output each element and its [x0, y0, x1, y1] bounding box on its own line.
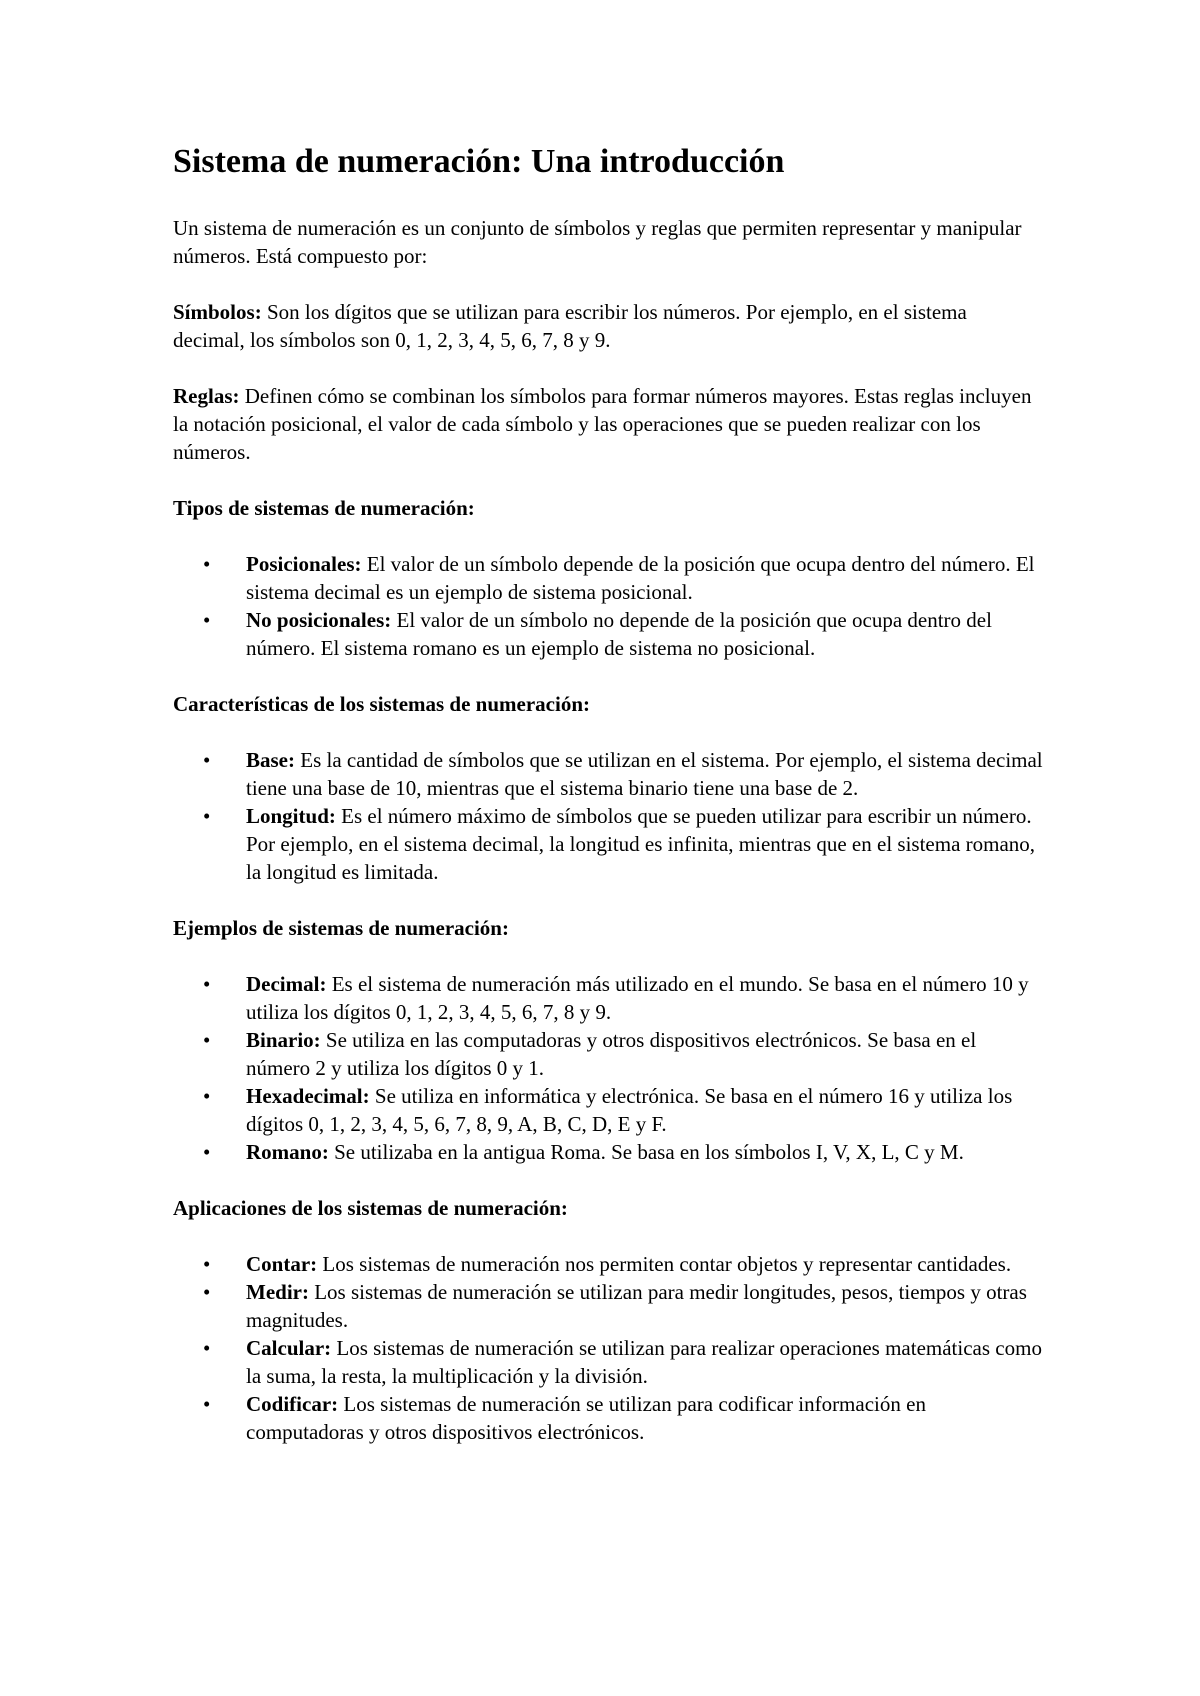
section-heading-tipos: Tipos de sistemas de numeración:: [173, 496, 475, 520]
definition-reglas: [173, 382, 1043, 466]
list-item-term: Calcular:: [246, 1336, 332, 1360]
list-item-text: Se utilizaba en la antigua Roma. Se basa en los símbolos I, V, X, L, C y M.: [328, 1140, 964, 1164]
list-item-text: El valor de un símbolo no depende de la posición que ocupa dentro del número. El sistema romano es un ejemplo de sistema no posicional.: [246, 608, 992, 660]
list-item-term: Base:: [246, 748, 295, 772]
list-item: [173, 606, 1043, 662]
list-item-term: Decimal:: [246, 972, 327, 996]
bullet-icon: •: [203, 748, 211, 772]
list-item: [173, 1390, 1043, 1446]
list-item-text: Los sistemas de numeración se utilizan para realizar operaciones matemáticas como la suma, la resta, la multiplicación y la división.: [246, 1336, 1042, 1388]
list-item-text: Los sistemas de numeración nos permiten contar objetos y representar cantidades.: [317, 1252, 1012, 1276]
bullet-icon: •: [203, 1392, 211, 1416]
bullet-icon: •: [203, 1140, 211, 1164]
list-item-text: El valor de un símbolo depende de la posición que ocupa dentro del número. El sistema decimal es un ejemplo de sistema posicional.: [246, 552, 1035, 604]
list-item-text: Es el sistema de numeración más utilizado en el mundo. Se basa en el número 10 y utiliza los dígitos 0, 1, 2, 3, 4, 5, 6, 7, 8 y 9.: [246, 972, 1029, 1024]
list-item: [173, 1138, 1043, 1166]
list-item-text: Se utiliza en las computadoras y otros dispositivos electrónicos. Se basa en el número 2 y utiliza los dígitos 0 y 1.: [246, 1028, 977, 1080]
bullet-icon: •: [203, 1252, 211, 1276]
list-item: [173, 802, 1043, 886]
list-item-text: Es la cantidad de símbolos que se utilizan en el sistema. Por ejemplo, el sistema decimal tiene una base de 10, mientras que el sistema binario tiene una base de 2.: [246, 748, 1043, 800]
list-item-text: Los sistemas de numeración se utilizan para medir longitudes, pesos, tiempos y otras magnitudes.: [246, 1280, 1027, 1332]
list-tipos: [173, 550, 1043, 662]
list-item: [173, 746, 1043, 802]
intro-paragraph: Un sistema de numeración es un conjunto de símbolos y reglas que permiten representar y manipular números. Está compuesto por:: [173, 216, 1022, 268]
bullet-icon: •: [203, 1280, 211, 1304]
section-heading-aplicaciones: Aplicaciones de los sistemas de numeración:: [173, 1196, 568, 1220]
list-item-term: Hexadecimal:: [246, 1084, 370, 1108]
bullet-icon: •: [203, 1336, 211, 1360]
list-item: [173, 1026, 1043, 1082]
list-caracteristicas: [173, 746, 1043, 886]
definition-term: Reglas:: [173, 384, 240, 408]
list-item: [173, 970, 1043, 1026]
definition-term: Símbolos:: [173, 300, 262, 324]
definition-simbolos: [173, 298, 1043, 354]
list-item: [173, 1250, 1043, 1278]
bullet-icon: •: [203, 1084, 211, 1108]
list-item-term: Posicionales:: [246, 552, 362, 576]
list-item-text: Los sistemas de numeración se utilizan para codificar información en computadoras y otros dispositivos electrónicos.: [246, 1392, 926, 1444]
page-title: Sistema de numeración: Una introducción: [173, 143, 785, 180]
list-item-text: Es el número máximo de símbolos que se pueden utilizar para escribir un número. Por ejemplo, en el sistema decimal, la longitud es infinita, mientras que en el sistema romano, la longitud es limitada.: [246, 804, 1036, 884]
bullet-icon: •: [203, 804, 211, 828]
list-ejemplos: [173, 970, 1043, 1166]
list-item-term: Binario:: [246, 1028, 321, 1052]
definition-text: Son los dígitos que se utilizan para escribir los números. Por ejemplo, en el sistema decimal, los símbolos son 0, 1, 2, 3, 4, 5, 6, 7, 8 y 9.: [173, 300, 967, 352]
list-item: [173, 1278, 1043, 1334]
list-item-text: Se utiliza en informática y electrónica. Se basa en el número 16 y utiliza los dígitos 0, 1, 2, 3, 4, 5, 6, 7, 8, 9, A, B, C, D, E y F.: [246, 1084, 1013, 1136]
definition-text: Definen cómo se combinan los símbolos para formar números mayores. Estas reglas incluyen la notación posicional, el valor de cada símbolo y las operaciones que se pueden realizar con los números.: [173, 384, 1032, 464]
bullet-icon: •: [203, 972, 211, 996]
section-heading-caracteristicas: Características de los sistemas de numeración:: [173, 692, 591, 716]
bullet-icon: •: [203, 1028, 211, 1052]
list-item-term: Longitud:: [246, 804, 336, 828]
list-item: [173, 1082, 1043, 1138]
list-item: [173, 1334, 1043, 1390]
list-item: [173, 550, 1043, 606]
section-heading-ejemplos: Ejemplos de sistemas de numeración:: [173, 916, 509, 940]
list-item-term: Romano:: [246, 1140, 329, 1164]
list-item-term: Contar:: [246, 1252, 318, 1276]
bullet-icon: •: [203, 552, 211, 576]
list-aplicaciones: [173, 1250, 1043, 1446]
list-item-term: Codificar:: [246, 1392, 339, 1416]
bullet-icon: •: [203, 608, 211, 632]
list-item-term: Medir:: [246, 1280, 309, 1304]
list-item-term: No posicionales:: [246, 608, 392, 632]
document-page: [173, 142, 1043, 1474]
